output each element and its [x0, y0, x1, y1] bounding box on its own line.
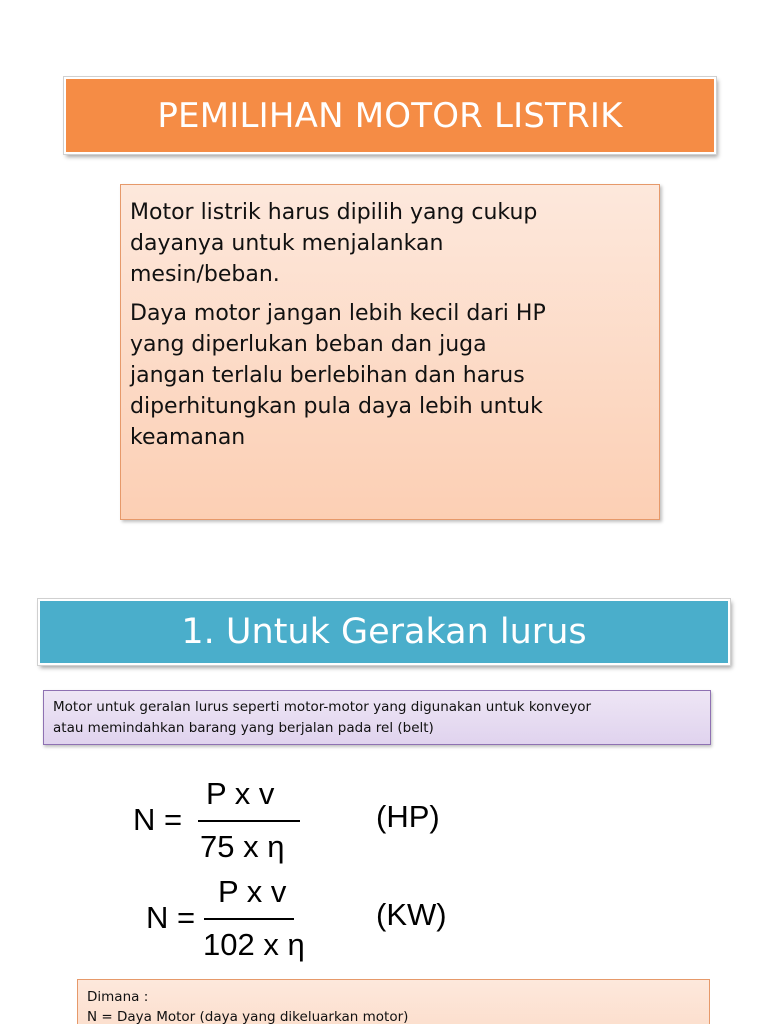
title-banner-pemilihan-motor	[64, 77, 716, 154]
intro-p2-line: keamanan	[130, 425, 246, 450]
title-text: PEMILIHAN MOTOR LISTRIK	[157, 95, 623, 136]
formula-kw-unit: (KW)	[376, 897, 447, 932]
formula-hp-unit: (HP)	[376, 799, 440, 834]
dimana-box	[77, 979, 710, 1024]
intro-p1-line: dayanya untuk menjalankan	[130, 231, 444, 256]
intro-p2-line: Daya motor jangan lebih kecil dari HP	[130, 301, 546, 326]
intro-paragraph-2	[130, 298, 651, 453]
formula-hp-denominator: 75 x η	[200, 829, 285, 864]
intro-p2-line: diperhitungkan pula daya lebih untuk	[130, 394, 543, 419]
formula-kw-numerator: P x v	[218, 874, 287, 909]
intro-p1-line: mesin/beban.	[130, 262, 280, 287]
formula-kw-denominator: 102 x η	[203, 927, 305, 962]
lurus-description-box	[43, 690, 711, 745]
lurus-description-line: atau memindahkan barang yang berjalan pada rel (belt)	[53, 720, 434, 736]
formula-hp-lhs: N =	[133, 802, 183, 837]
intro-p2-line: yang diperlukan beban dan juga	[130, 332, 487, 357]
dimana-line: N = Daya Motor (daya yang dikeluarkan motor)	[87, 1009, 409, 1024]
formula-kw-fraction-bar	[204, 918, 294, 920]
section-title-text: 1. Untuk Gerakan lurus	[181, 612, 587, 652]
lurus-description-line: Motor untuk geralan lurus seperti motor-motor yang digunakan untuk konveyor	[53, 699, 592, 715]
intro-paragraph-1	[130, 197, 651, 290]
formula-hp-fraction-bar	[198, 820, 300, 822]
formula-hp-numerator: P x v	[206, 776, 275, 811]
intro-text-box	[120, 184, 660, 520]
title-banner-gerakan-lurus	[38, 599, 730, 665]
intro-p2-line: jangan terlalu berlebihan dan harus	[130, 363, 525, 388]
intro-p1-line: Motor listrik harus dipilih yang cukup	[130, 200, 538, 225]
dimana-heading: Dimana :	[87, 989, 149, 1005]
formula-kw-lhs: N =	[146, 900, 196, 935]
